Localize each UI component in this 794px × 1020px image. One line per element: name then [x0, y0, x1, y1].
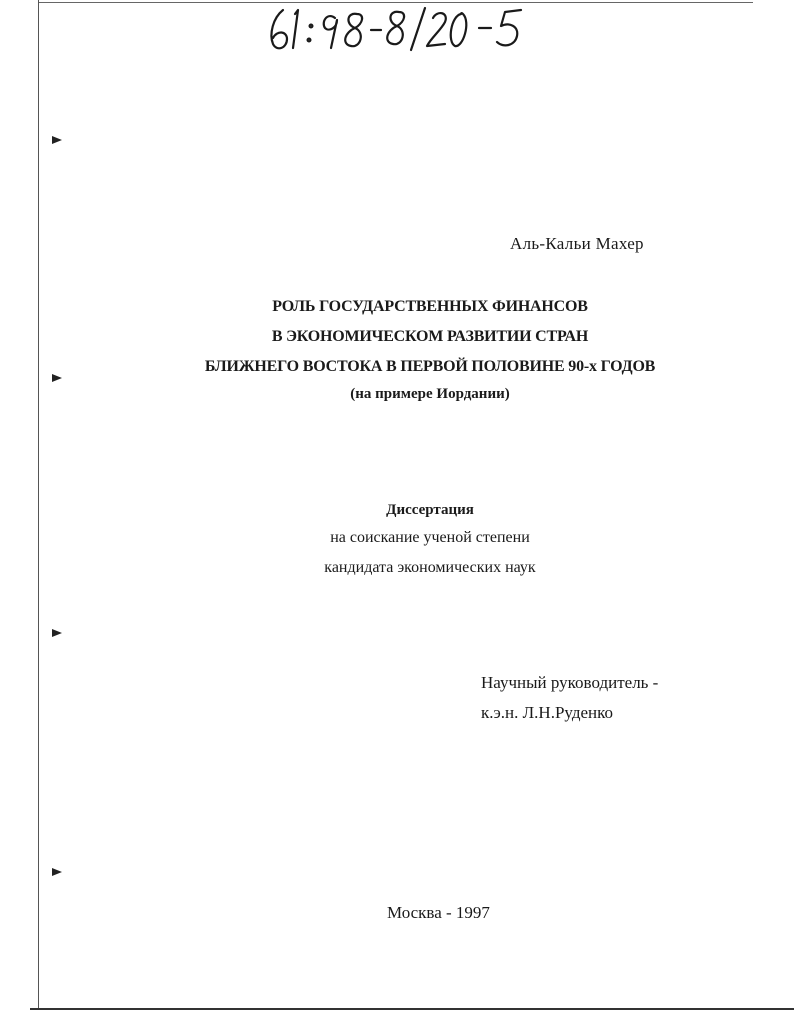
title-line: В ЭКОНОМИЧЕСКОМ РАЗВИТИИ СТРАН	[271, 328, 589, 345]
degree-line: на соискание ученой степени	[330, 529, 530, 546]
handwritten-archive-code	[265, 4, 555, 54]
binding-mark-icon	[50, 372, 64, 384]
supervisor-name: к.э.н. Л.Н.Руденко	[481, 703, 614, 722]
author-name: Аль-Кальи Махер	[510, 234, 644, 253]
degree-line: кандидата экономических наук	[324, 559, 536, 576]
title-line: БЛИЖНЕГО ВОСТОКА В ПЕРВОЙ ПОЛОВИНЕ 90-х ГОДОВ	[204, 358, 656, 375]
scan-border-bottom	[30, 1008, 794, 1010]
city-year: Москва - 1997	[387, 903, 490, 922]
binding-mark-icon	[50, 866, 64, 878]
supervisor-block	[481, 668, 658, 728]
title-line: РОЛЬ ГОСУДАРСТВЕННЫХ ФИНАНСОВ	[272, 298, 588, 315]
scan-border-left	[38, 0, 39, 1010]
dissertation-label: Диссертация	[386, 502, 474, 518]
title-subtitle: (на примере Иордании)	[350, 386, 510, 402]
binding-mark-icon	[50, 627, 64, 639]
supervisor-role: Научный руководитель -	[481, 673, 659, 692]
binding-mark-icon	[50, 134, 64, 146]
dissertation-title	[150, 292, 710, 406]
scan-border-top	[38, 2, 753, 3]
dissertation-degree-block	[280, 497, 580, 583]
